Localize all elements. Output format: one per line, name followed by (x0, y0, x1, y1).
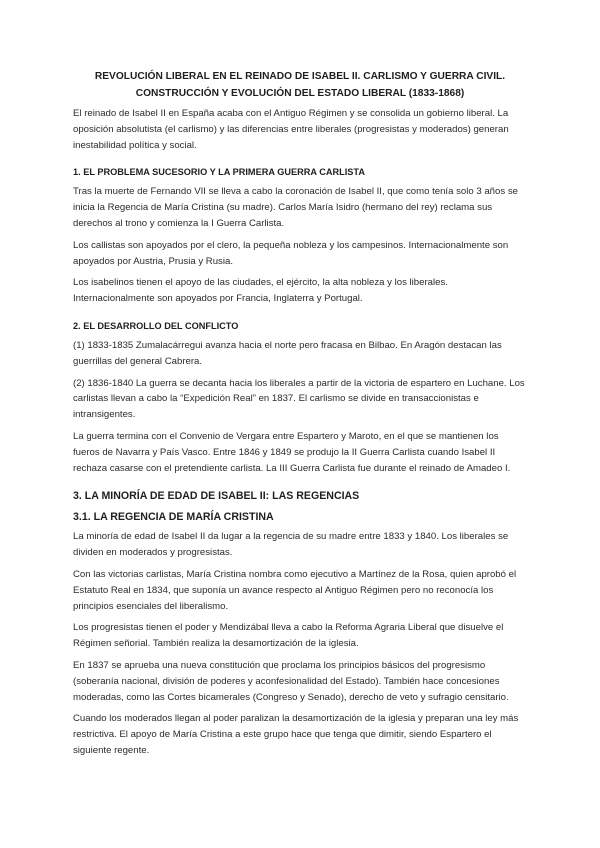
section-3-paragraph: En 1837 se aprueba una nueva constitución que proclama los principios básicos del progresismo (soberanía nacional, división de poderes y aconfesionalidad del Estado). También hace concesiones moderadas, como las Cortes bicamerales (Congreso y Senado), derecho de veto y sufragio censitario. (73, 659, 509, 703)
title-line-2: CONSTRUCCIÓN Y EVOLUCIÓN DEL ESTADO LIBERAL (1833-1868) (135, 88, 465, 99)
title-line-1: REVOLUCIÓN LIBERAL EN EL REINADO DE ISABEL II. CARLISMO Y GUERRA CIVIL. (94, 71, 506, 82)
section-3-paragraph: La minoría de edad de Isabel II da lugar a la regencia de su madre entre 1833 y 1840. Los liberales se dividen en moderados y progresistas. (73, 531, 509, 559)
section-2-heading: 2. EL DESARROLLO DEL CONFLICTO (73, 320, 239, 331)
section-1-heading: 1. EL PROBLEMA SUCESORIO Y LA PRIMERA GUERRA CARLISTA (73, 167, 365, 178)
section-3-paragraph: Con las victorias carlistas, María Cristina nombra como ejecutivo a Martínez de la Rosa, quien aprobó el Estatuto Real en 1834, que suponía un avance respecto al Antiguo Régimen pero no reconocía los principios esenciales del liberalismo. (73, 568, 517, 612)
document-page (73, 68, 527, 765)
section-3-paragraph: Los progresistas tienen el poder y Mendizábal lleva a cabo la Reforma Agraria Liberal que disuelve el Régimen señorial. También realiza la desamortización de la iglesia. (73, 622, 504, 650)
document-title (73, 68, 527, 102)
intro-paragraph: El reinado de Isabel II en España acaba con el Antiguo Régimen y se consolida un gobierno liberal. La oposición absolutista (el carlismo) y las diferencias entre liberales (progresistas y moderados) generan inestabilidad política y social. (73, 108, 509, 151)
section-1-paragraph: Los callistas son apoyados por el clero, la pequeña nobleza y los campesinos. Internacionalmente son apoyados por Austria, Prusia y Rusia. (73, 239, 509, 267)
section-1-paragraph: Tras la muerte de Fernando VII se lleva a cabo la coronación de Isabel II, que como tenía solo 3 años se inicia la Regencia de María Cristina (su madre). Carlos María Isidro (hermano del rey) reclama sus derechos al trono y comienza la I Guerra Carlista. (73, 186, 518, 229)
section-1-paragraph: Los isabelinos tienen el apoyo de las ciudades, el ejército, la alta nobleza y los liberales. Internacionalmente son apoyados por Francia, Inglaterra y Portugal. (73, 277, 448, 305)
section-3-paragraph: Cuando los moderados llegan al poder paralizan la desamortización de la iglesia y preparan una ley más restrictiva. El apoyo de María Cristina a este grupo hace que tenga que dimitir, siendo Espartero el siguiente regente. (73, 713, 519, 756)
section-2-paragraph: (1) 1833-1835 Zumalacárregui avanza hacia el norte pero fracasa en Bilbao. En Aragón destacan las guerrillas del general Cabrera. (73, 339, 502, 367)
section-2-paragraph: La guerra termina con el Convenio de Vergara entre Espartero y Maroto, en el que se mantienen los fueros de Navarra y País Vasco. Entre 1846 y 1849 se produjo la II Guerra Carlista cuando Isabel II rechaza casarse con el pretendiente carlista. La III Guerra Carlista fue durante el reinado de Amadeo I. (73, 430, 511, 474)
section-2-paragraph: (2) 1836-1840 La guerra se decanta hacia los liberales a partir de la victoria de espartero en Luchane. Los carlistas llevan a cabo la “Expedición Real” en 1837. El carlismo se divide en transaccionistas e intransigentes. (73, 377, 525, 421)
section-3-1-heading: 3.1. LA REGENCIA DE MARÍA CRISTINA (73, 511, 274, 524)
section-3-heading: 3. LA MINORÍA DE EDAD DE ISABEL II: LAS REGENCIAS (73, 490, 360, 503)
